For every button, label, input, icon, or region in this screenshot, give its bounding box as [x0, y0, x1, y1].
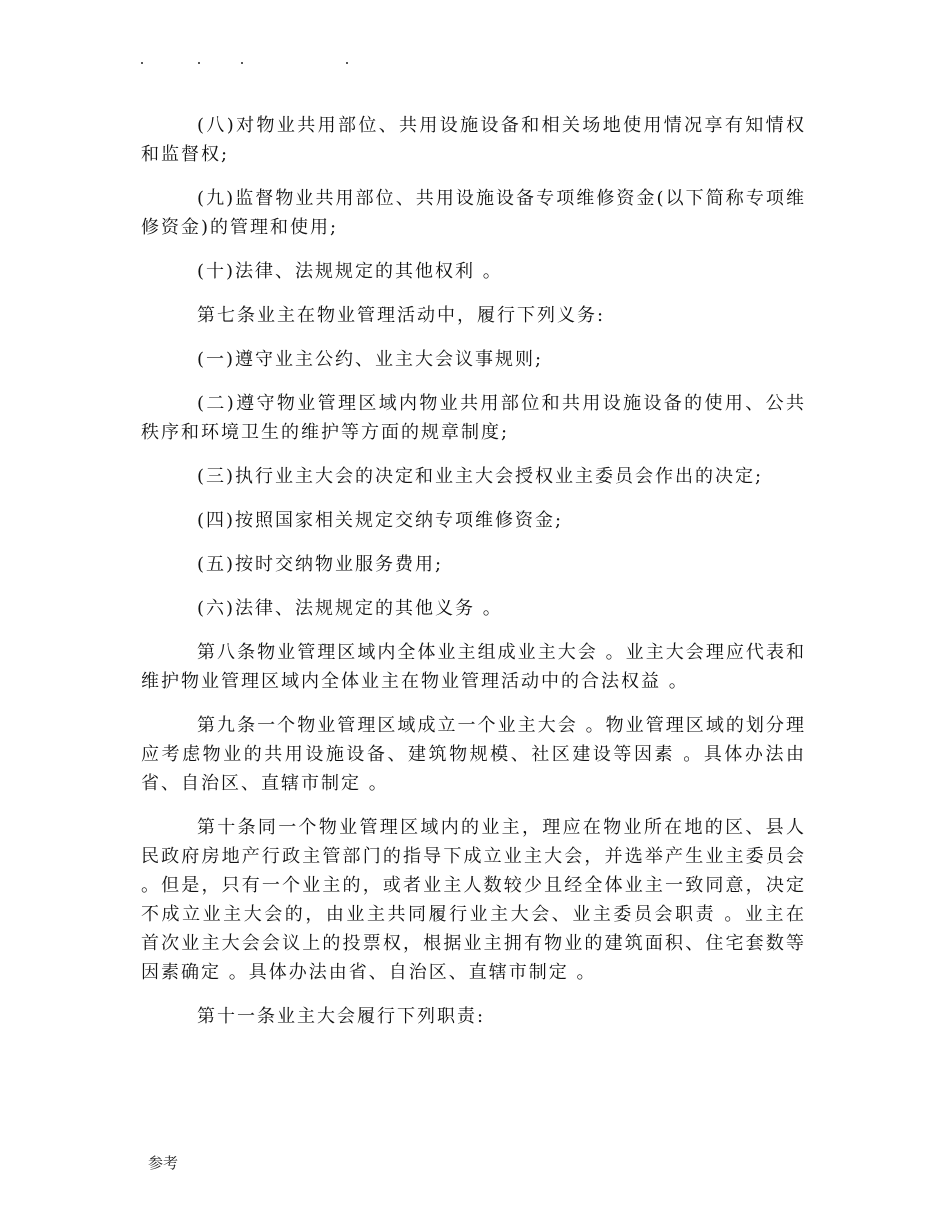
dot-mark	[141, 62, 143, 64]
paragraph: (十)法律、法规规定的其他权利 。	[197, 261, 503, 282]
dot-mark	[346, 62, 348, 64]
paragraph: (九)监督物业共用部位、共用设施设备专项维修资金(以下简称专项维修资金)的管理和使用;	[141, 188, 806, 238]
paragraph: (一)遵守业主公约、业主大会议事规则;	[197, 349, 544, 370]
paragraph: (四)按照国家相关规定交纳专项维修资金;	[197, 510, 564, 531]
paragraph: (八)对物业共用部位、共用设施设备和相关场地使用情况享有知情权和监督权;	[141, 115, 806, 165]
paragraph: (五)按时交纳物业服务费用;	[197, 554, 444, 575]
dot-mark	[241, 62, 243, 64]
document-body	[141, 111, 806, 1046]
paragraph: (六)法律、法规规定的其他义务 。	[197, 598, 503, 619]
dot-mark	[198, 62, 200, 64]
paragraph: 第十一条业主大会履行下列职责:	[197, 1006, 486, 1027]
paragraph: 第七条业主在物业管理活动中，履行下列义务:	[197, 305, 606, 326]
paragraph: (二)遵守物业管理区域内物业共用部位和共用设施设备的使用、公共秩序和环境卫生的维护等方面的规章制度;	[141, 393, 806, 443]
paragraph: 第九条一个物业管理区域成立一个业主大会 。物业管理区域的划分理应考虑物业的共用设施设备、建筑物规模、社区建设等因素 。具体办法由省、自治区、直辖市制定 。	[141, 715, 806, 794]
paragraph: 第八条物业管理区域内全体业主组成业主大会 。业主大会理应代表和维护物业管理区域内全体业主在物业管理活动中的合法权益 。	[141, 642, 806, 692]
paragraph: 第十条同一个物业管理区域内的业主，理应在物业所在地的区、县人民政府房地产行政主管部门的指导下成立业主大会，并选举产生业主委员会 。但是，只有一个业主的，或者业主人数较少且经全体业主一致同意，决定不成立业主大会的，由业主共同履行业主大会、业主委员会职责 。业主在首次业主大会会议上的投票权，根据业主拥有物业的建筑面积、住宅套数等因素确定 。具体办法由省、自治区、直辖市制定 。	[141, 817, 806, 983]
paragraph: (三)执行业主大会的决定和业主大会授权业主委员会作出的决定;	[197, 466, 764, 487]
header-dot-marks	[141, 62, 361, 72]
footer-label: 参考	[148, 1154, 179, 1172]
